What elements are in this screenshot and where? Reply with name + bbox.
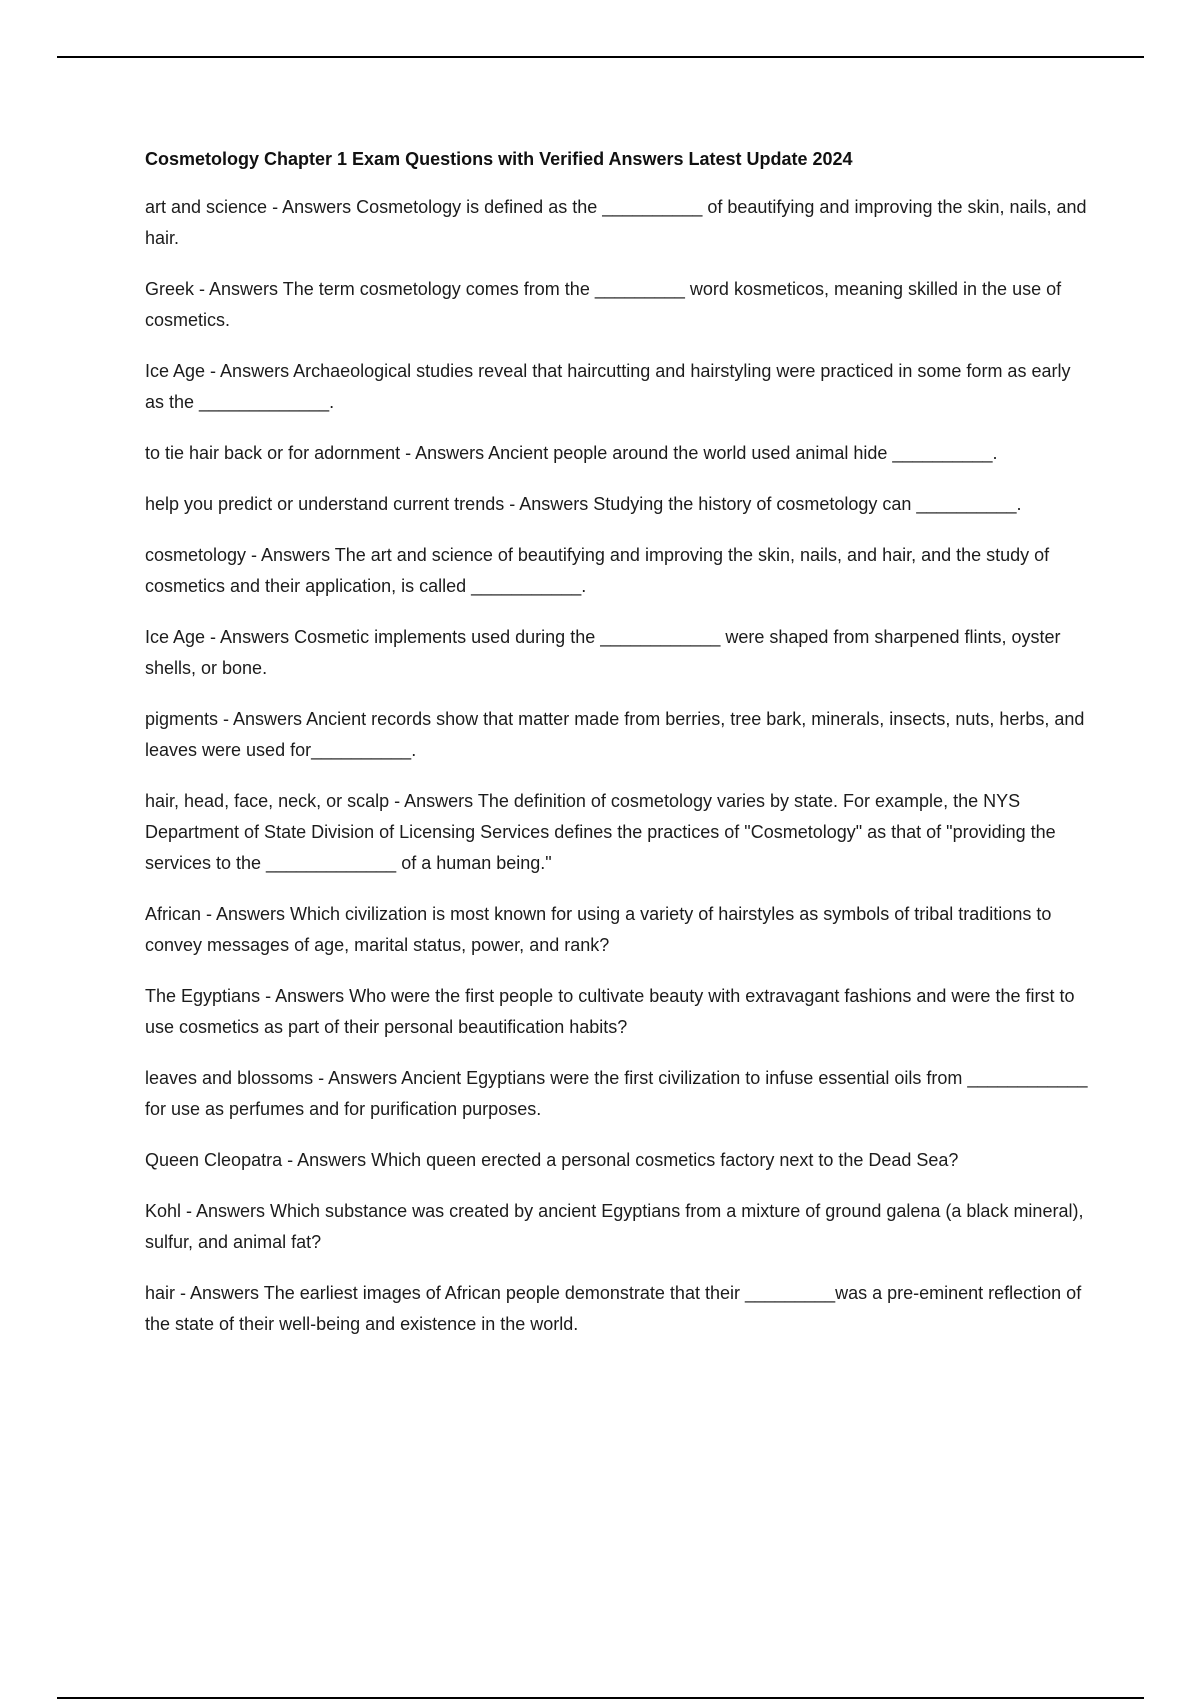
qa-item: Ice Age - Answers Cosmetic implements used during the ____________ were shaped from sharpened flints, oyster shells, or bone.: [145, 627, 1061, 678]
qa-item: Kohl - Answers Which substance was created by ancient Egyptians from a mixture of ground galena (a black mineral), sulfur, and animal fat?: [145, 1201, 1084, 1252]
qa-item: leaves and blossoms - Answers Ancient Egyptians were the first civilization to infuse essential oils from ____________ for use as perfumes and for purification purposes.: [145, 1068, 1088, 1119]
qa-item: help you predict or understand current trends - Answers Studying the history of cosmetology can __________.: [145, 494, 1022, 514]
document-page: [145, 144, 1090, 1360]
qa-item: Queen Cleopatra - Answers Which queen erected a personal cosmetics factory next to the Dead Sea?: [145, 1150, 959, 1170]
qa-item: African - Answers Which civilization is most known for using a variety of hairstyles as symbols of tribal traditions to convey messages of age, marital status, power, and rank?: [145, 904, 1052, 955]
qa-item: Ice Age - Answers Archaeological studies reveal that haircutting and hairstyling were practiced in some form as early as the _____________.: [145, 361, 1071, 412]
qa-item: art and science - Answers Cosmetology is defined as the __________ of beautifying and improving the skin, nails, and hair.: [145, 197, 1087, 248]
qa-item: hair - Answers The earliest images of African people demonstrate that their _________was a pre-eminent reflection of the state of their well-being and existence in the world.: [145, 1283, 1082, 1334]
qa-item: pigments - Answers Ancient records show that matter made from berries, tree bark, minerals, insects, nuts, herbs, and leaves were used for__________.: [145, 709, 1085, 760]
qa-item: to tie hair back or for adornment - Answers Ancient people around the world used animal hide __________.: [145, 443, 998, 463]
top-divider: [57, 56, 1144, 58]
qa-list: [145, 192, 1090, 1340]
document-title: Cosmetology Chapter 1 Exam Questions with Verified Answers Latest Update 2024: [145, 149, 853, 169]
bottom-divider: [57, 1697, 1144, 1699]
qa-item: hair, head, face, neck, or scalp - Answers The definition of cosmetology varies by state. For example, the NYS Department of State Division of Licensing Services defines the practices of "Cosmetology" as that of "providing the services to the _____________ of a human being.": [145, 791, 1056, 873]
qa-item: Greek - Answers The term cosmetology comes from the _________ word kosmeticos, meaning skilled in the use of cosmetics.: [145, 279, 1062, 330]
qa-item: The Egyptians - Answers Who were the first people to cultivate beauty with extravagant fashions and were the first to use cosmetics as part of their personal beautification habits?: [145, 986, 1075, 1037]
qa-item: cosmetology - Answers The art and science of beautifying and improving the skin, nails, and hair, and the study of cosmetics and their application, is called ___________.: [145, 545, 1050, 596]
